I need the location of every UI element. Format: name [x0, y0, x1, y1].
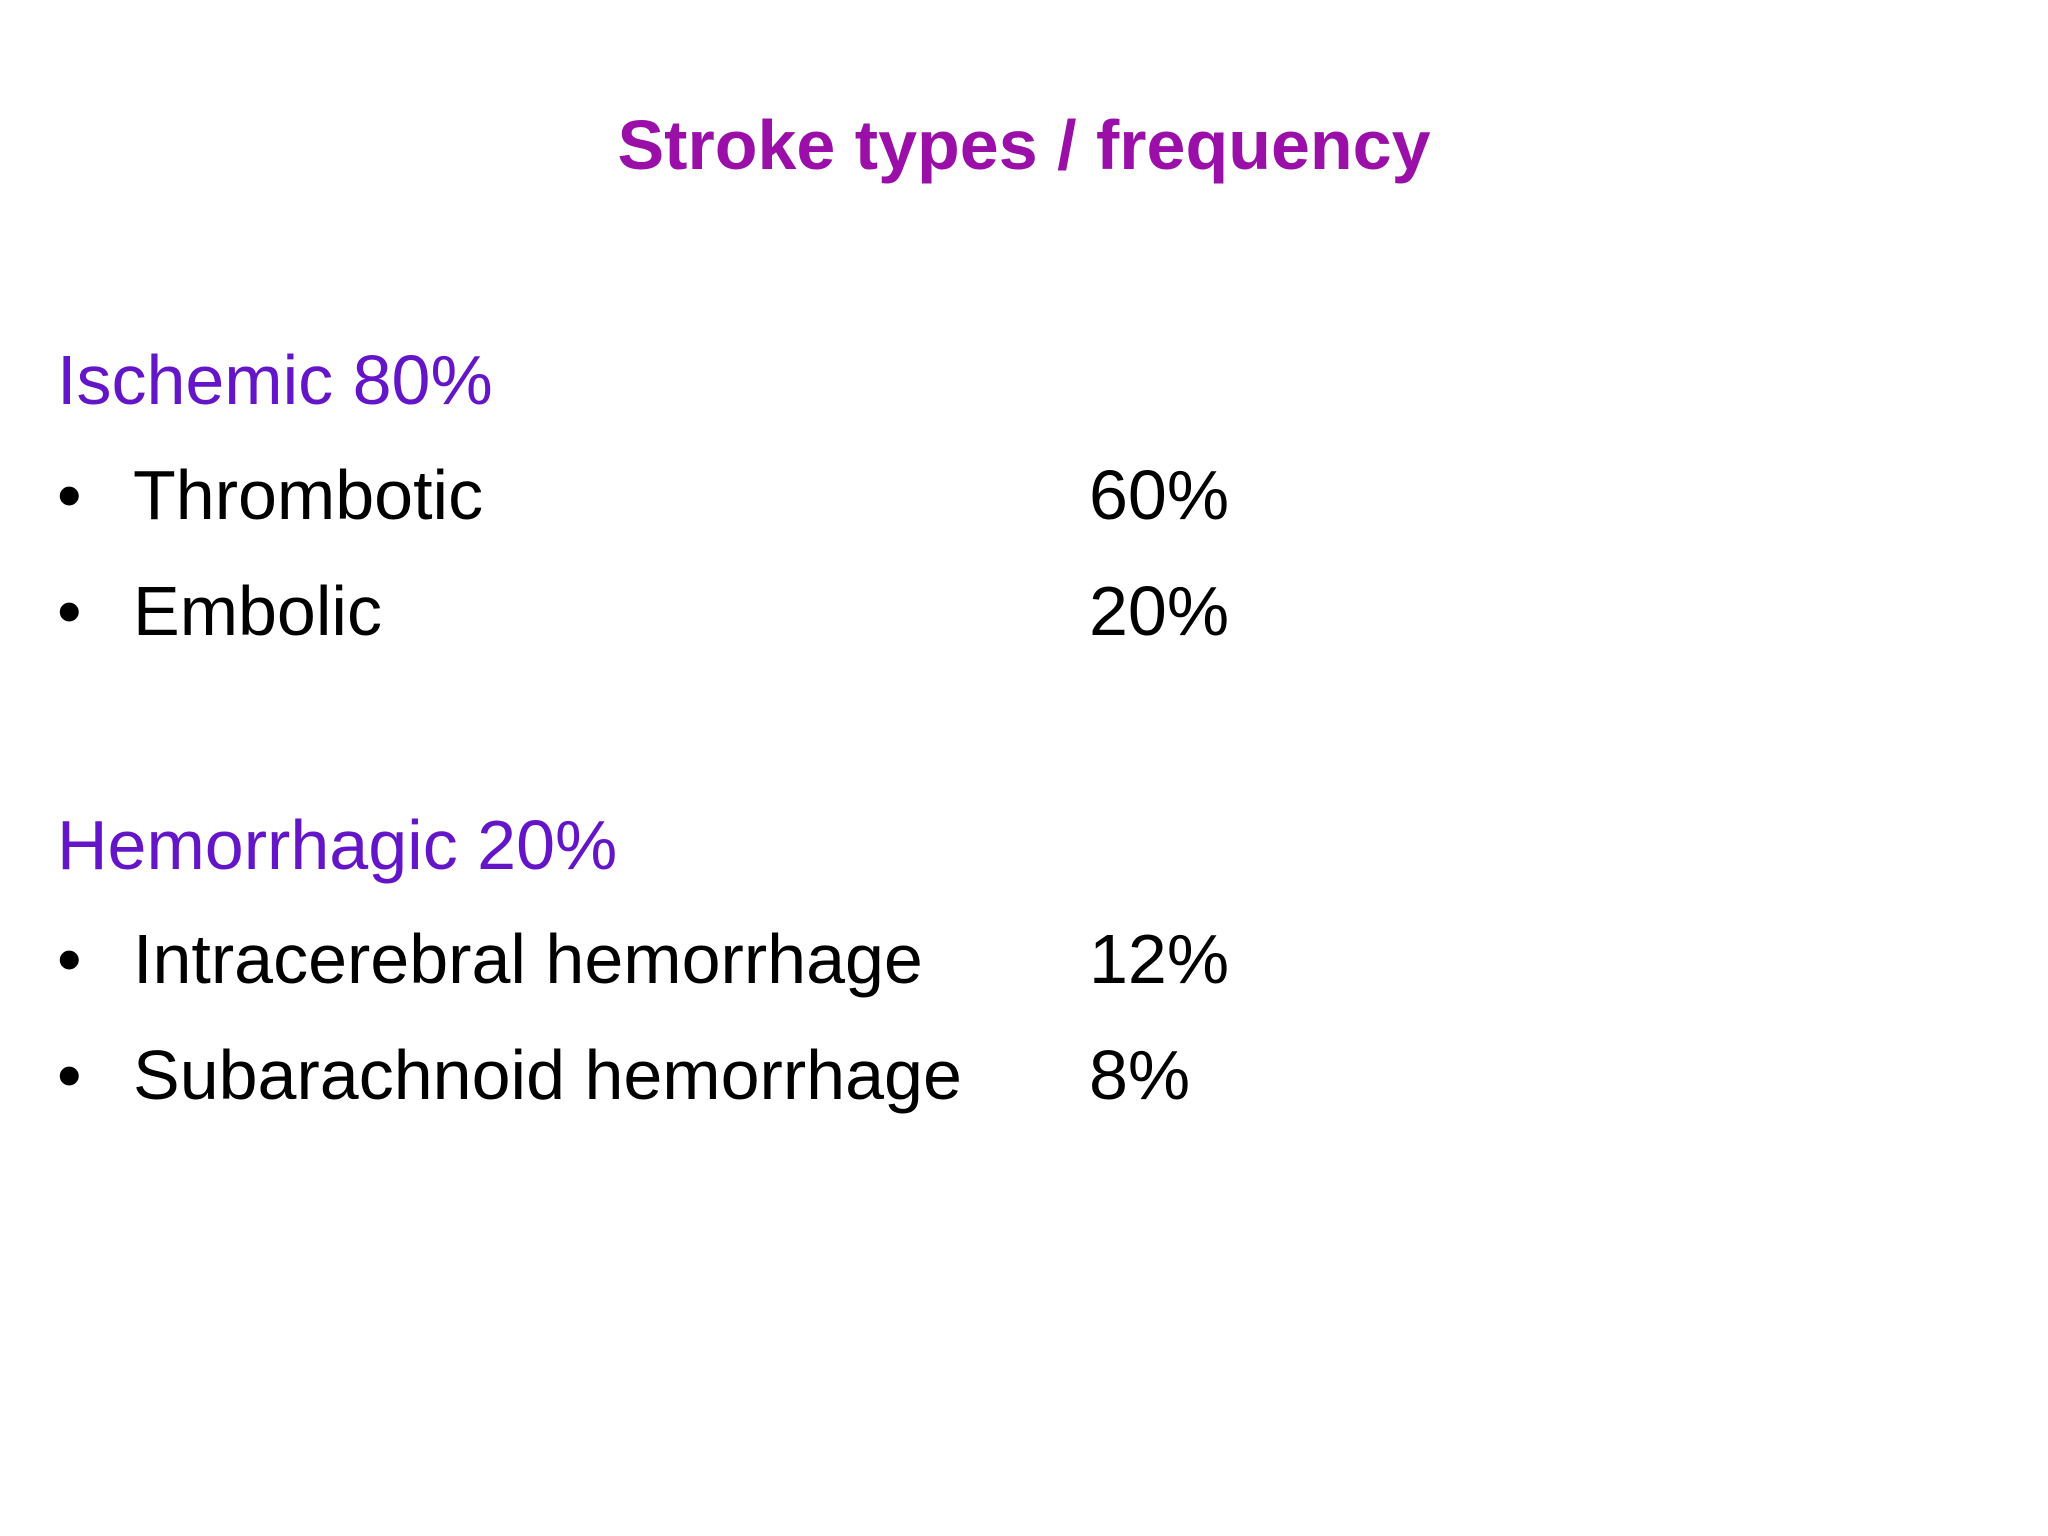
slide-title: Stroke types / frequency — [617, 106, 1431, 184]
list-item-thrombotic — [57, 450, 1357, 540]
item-value: 20% — [1089, 572, 1230, 650]
item-value: 8% — [1089, 1036, 1191, 1114]
item-label: Embolic — [133, 572, 382, 650]
list-item-embolic — [57, 566, 1357, 656]
item-label: Thrombotic — [133, 456, 484, 534]
section-heading-hemorrhagic: Hemorrhagic 20% — [57, 806, 618, 884]
bullet-icon: • — [57, 572, 82, 650]
bullet-icon: • — [57, 920, 82, 998]
bullet-icon: • — [57, 456, 82, 534]
bullet-icon: • — [57, 1036, 82, 1114]
item-label: Subarachnoid hemorrhage — [133, 1036, 962, 1114]
list-item-intracerebral-hemorrhage — [57, 914, 1357, 1004]
section-heading-ischemic: Ischemic 80% — [57, 341, 493, 419]
item-label: Intracerebral hemorrhage — [133, 920, 923, 998]
item-value: 12% — [1089, 920, 1230, 998]
item-value: 60% — [1089, 456, 1230, 534]
list-item-subarachnoid-hemorrhage — [57, 1030, 1357, 1120]
